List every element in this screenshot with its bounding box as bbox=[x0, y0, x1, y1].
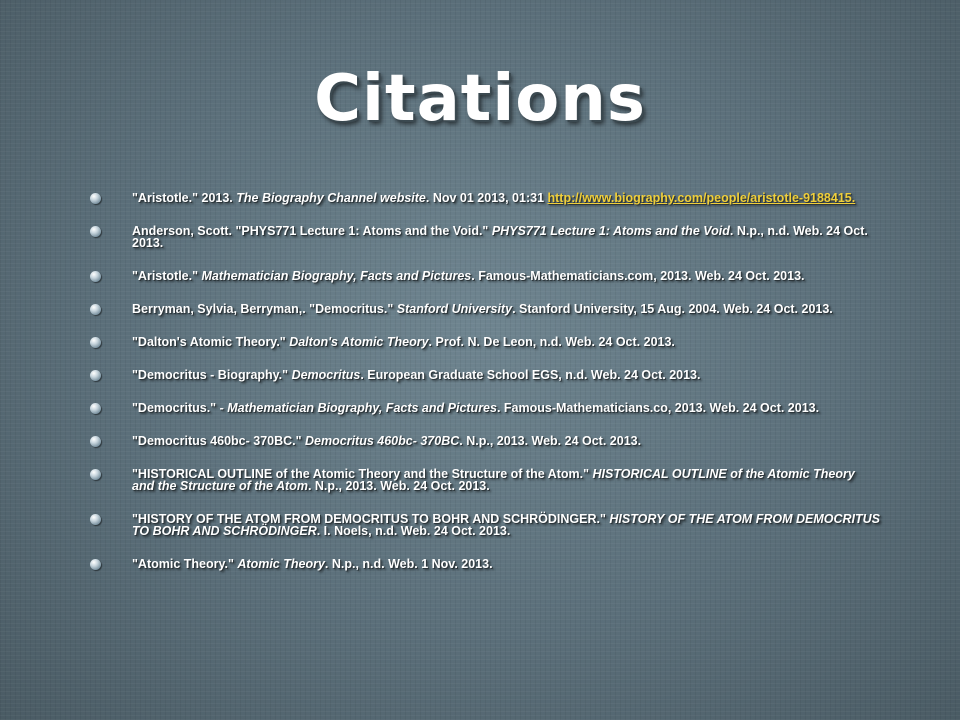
citation-text: . N.p., n.d. Web. 1 Nov. 2013. bbox=[324, 557, 493, 571]
citation-source-title: Mathematician Biography, Facts and Pictures bbox=[201, 269, 472, 283]
citation-text: . Famous-Mathematicians.com, 2013. Web. 24 Oct. 2013. bbox=[471, 269, 805, 283]
citation-source-title: The Biography Channel website bbox=[236, 191, 426, 205]
citation-source-title: Atomic Theory bbox=[237, 557, 325, 571]
bullet-icon bbox=[90, 403, 101, 414]
citation-item bbox=[90, 435, 880, 447]
citation-item bbox=[90, 402, 880, 414]
bullet-icon bbox=[90, 370, 101, 381]
citation-source-title: - Mathematician Biography, Facts and Pictures bbox=[219, 401, 497, 415]
bullet-icon bbox=[90, 271, 101, 282]
citation-text: "Democritus - Biography." bbox=[132, 368, 292, 382]
bullet-icon bbox=[90, 226, 101, 237]
citation-text: "HISTORICAL OUTLINE of the Atomic Theory and the Structure of the Atom." bbox=[132, 467, 593, 481]
citation-source-title: PHYS771 Lecture 1: Atoms and the Void bbox=[491, 224, 730, 238]
bullet-icon bbox=[90, 559, 101, 570]
citation-item bbox=[90, 558, 880, 570]
citation-text: . Stanford University, 15 Aug. 2004. Web. 24 Oct. 2013. bbox=[512, 302, 833, 316]
citation-text: . I. Noels, n.d. Web. 24 Oct. 2013. bbox=[316, 524, 511, 538]
slide-title: Citations bbox=[314, 62, 646, 136]
bullet-icon bbox=[90, 514, 101, 525]
bullet-icon bbox=[90, 337, 101, 348]
citation-source-title: Stanford University bbox=[396, 302, 513, 316]
citation-text: "Democritus." bbox=[132, 401, 220, 415]
citation-text: "Democritus 460bc- 370BC." bbox=[132, 434, 306, 448]
citation-item bbox=[90, 468, 880, 492]
citation-text: "HISTORY OF THE ATOM FROM DEMOCRITUS TO BOHR AND SCHRÖDINGER." bbox=[132, 512, 610, 526]
citation-text: . N.p., 2013. Web. 24 Oct. 2013. bbox=[307, 479, 490, 493]
citation-text: . N.p., 2013. Web. 24 Oct. 2013. bbox=[459, 434, 642, 448]
citation-text: Anderson, Scott. "PHYS771 Lecture 1: Atoms and the Void." bbox=[132, 224, 492, 238]
citation-list bbox=[90, 192, 880, 591]
bullet-icon bbox=[90, 304, 101, 315]
citation-item bbox=[90, 270, 880, 282]
citation-text: . Prof. N. De Leon, n.d. Web. 24 Oct. 2013. bbox=[428, 335, 675, 349]
citation-text: "Dalton's Atomic Theory." bbox=[132, 335, 290, 349]
citation-link[interactable]: http://www.biography.com/people/aristotle-9188415. bbox=[547, 191, 856, 205]
citation-item bbox=[90, 369, 880, 381]
citation-text: "Atomic Theory." bbox=[132, 557, 238, 571]
citation-text: . European Graduate School EGS, n.d. Web. 24 Oct. 2013. bbox=[360, 368, 701, 382]
bullet-icon bbox=[90, 469, 101, 480]
bullet-icon bbox=[90, 193, 101, 204]
citation-source-title: Democritus 460bc- 370BC bbox=[305, 434, 460, 448]
citation-item bbox=[90, 513, 880, 537]
bullet-icon bbox=[90, 436, 101, 447]
citation-source-title: HISTORICAL OUTLINE of the Atomic Theory and the Structure of the Atom bbox=[132, 467, 855, 493]
citation-text: . Famous-Mathematicians.co, 2013. Web. 24 Oct. 2013. bbox=[496, 401, 820, 415]
citation-text: "Aristotle." bbox=[132, 269, 202, 283]
citation-source-title: Dalton's Atomic Theory bbox=[289, 335, 429, 349]
citation-source-title: HISTORY OF THE ATOM FROM DEMOCRITUS TO BOHR AND SCHRÖDINGER bbox=[132, 512, 880, 538]
citation-text: "Aristotle." 2013. bbox=[132, 191, 237, 205]
citation-item bbox=[90, 192, 880, 204]
citation-item bbox=[90, 303, 880, 315]
citation-text: . Nov 01 2013, 01:31 bbox=[425, 191, 548, 205]
citation-source-title: Democritus bbox=[291, 368, 361, 382]
citation-item bbox=[90, 336, 880, 348]
citation-text: . N.p., n.d. Web. 24 Oct. 2013. bbox=[132, 224, 868, 250]
citation-text: Berryman, Sylvia, Berryman,. "Democritus." bbox=[132, 302, 397, 316]
citation-item bbox=[90, 225, 880, 249]
